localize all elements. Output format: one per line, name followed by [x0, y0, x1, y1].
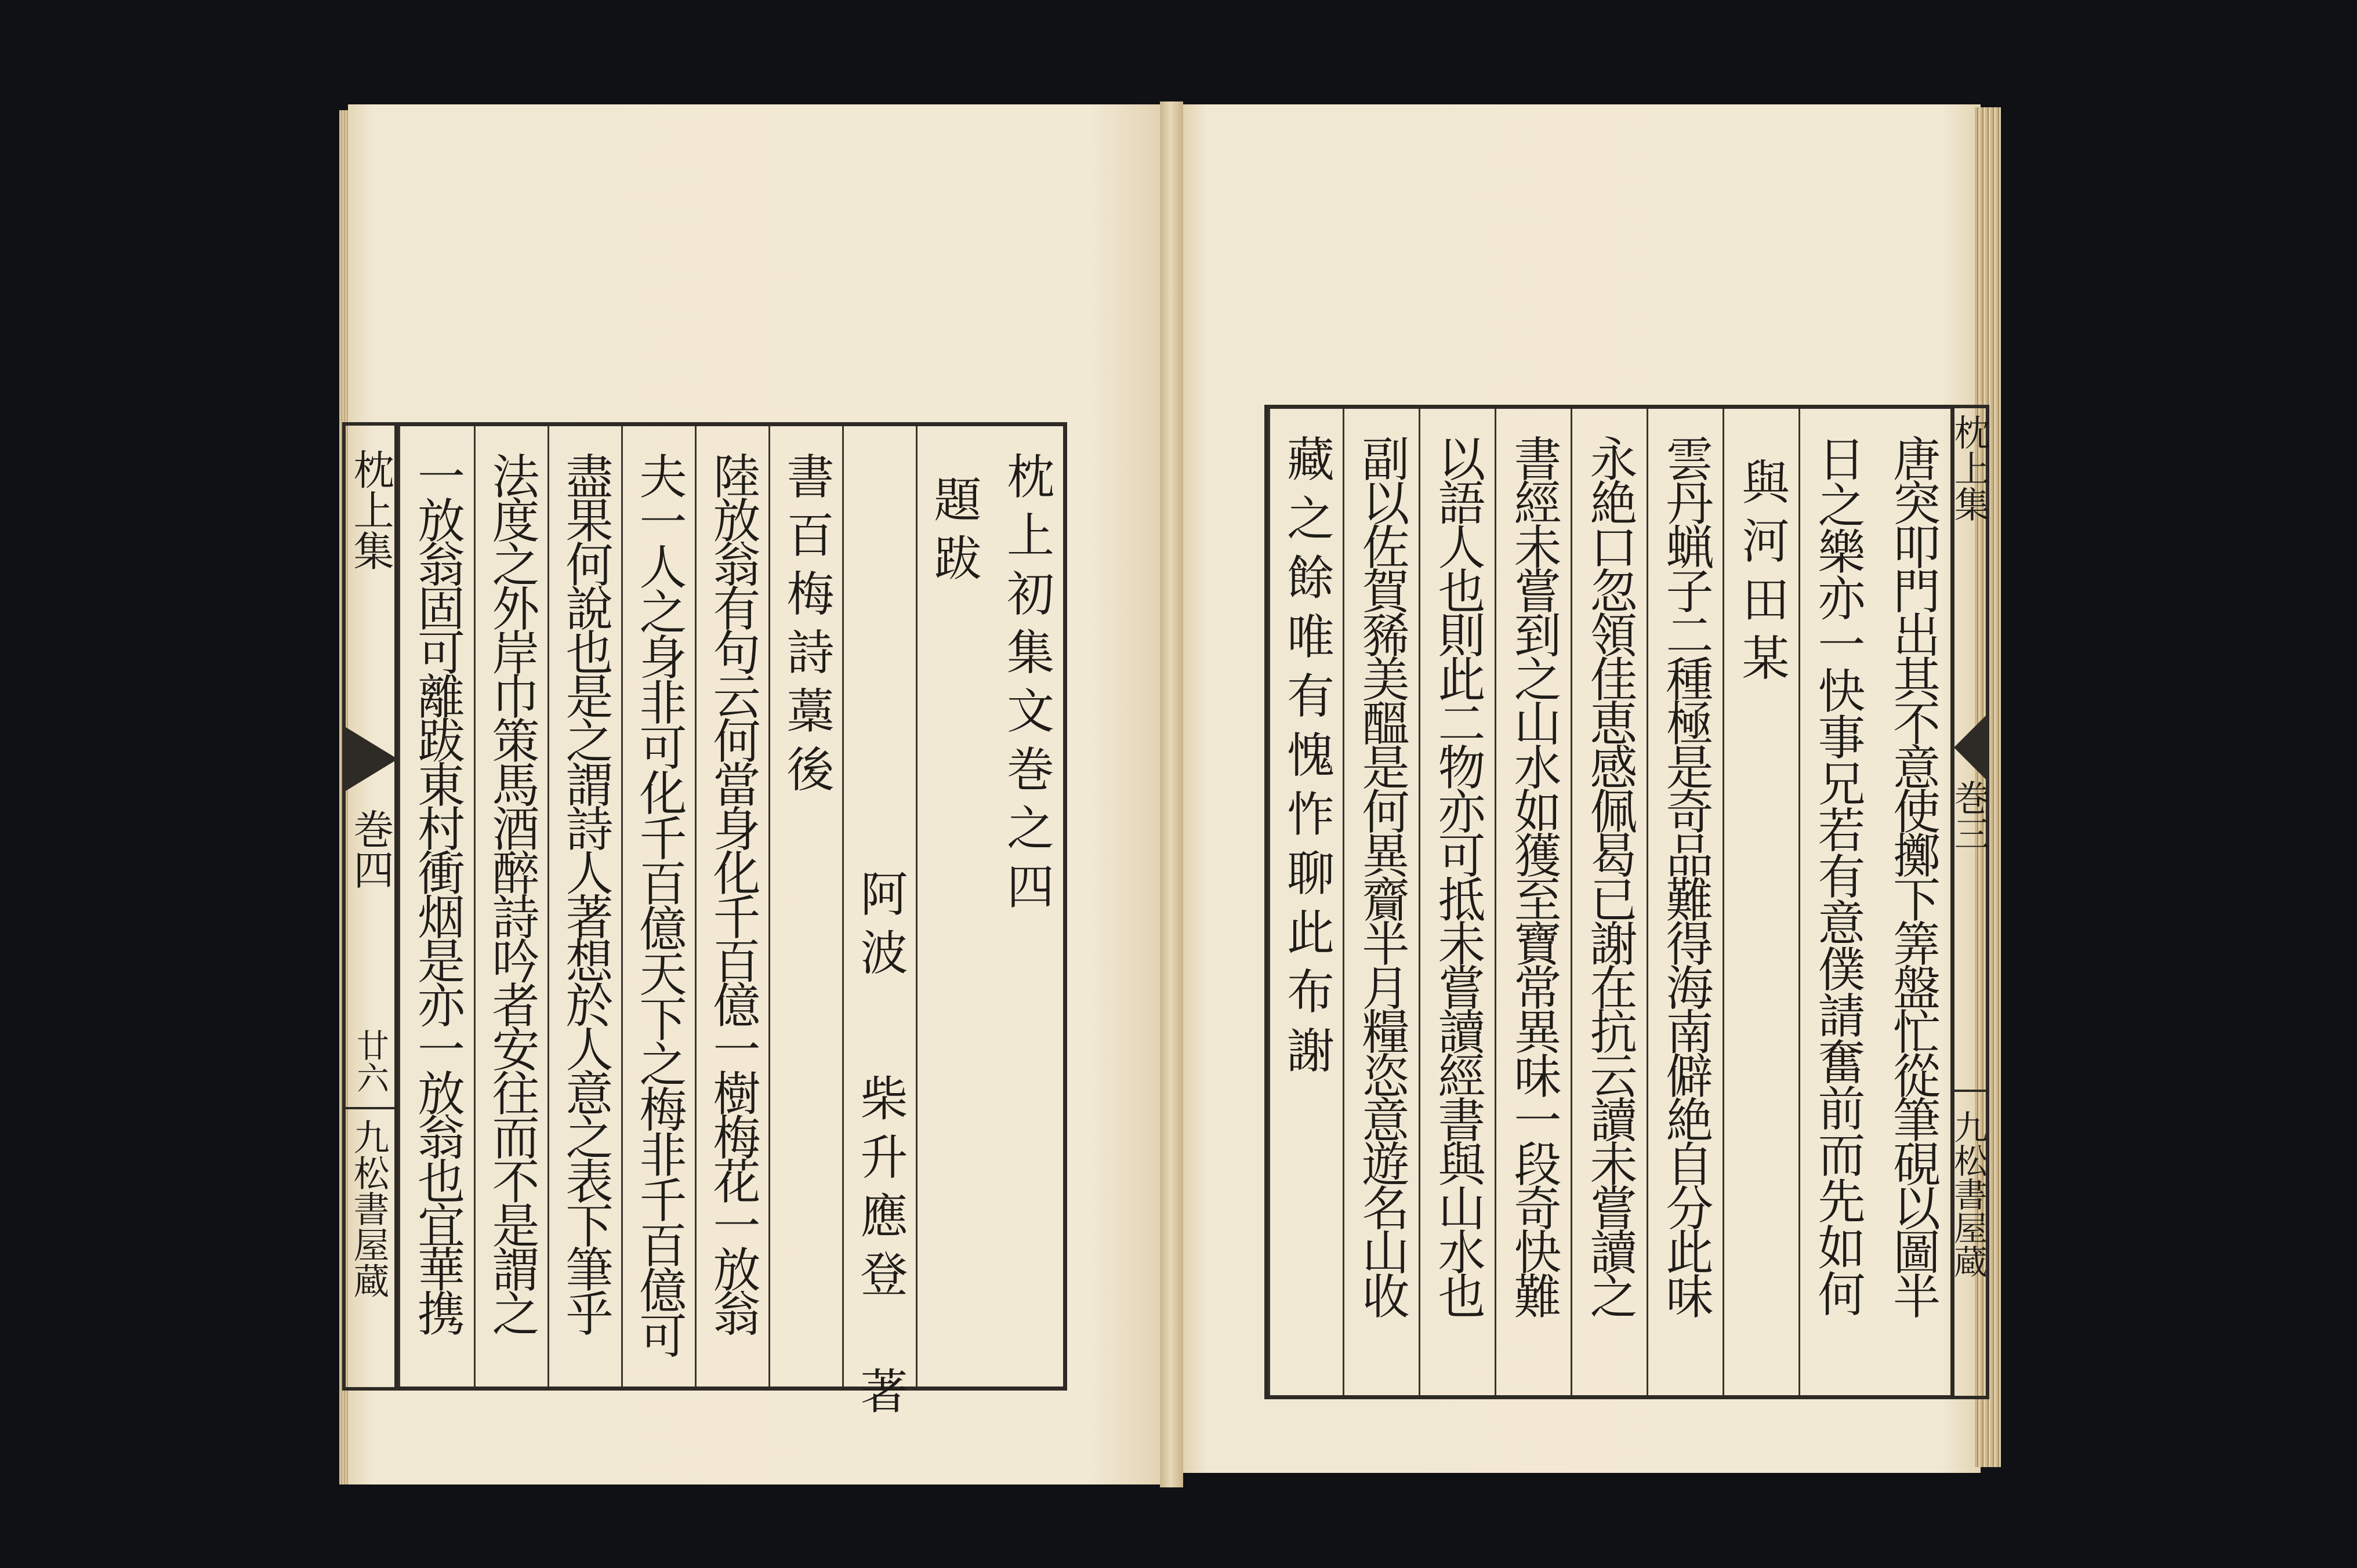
fold-divider — [346, 1107, 398, 1109]
column — [768, 426, 842, 1386]
body-text: 一放翁固可離跋東村衝烟是亦一放翁也宜華携 — [409, 452, 465, 1333]
body-text: 日之樂亦一快事兄若有意僕請奮前而先如何 — [1810, 434, 1865, 1316]
column — [1343, 409, 1419, 1395]
body-text: 永絶口忽領佳恵感佩曷已謝在抗云讀未嘗讀之 — [1582, 434, 1637, 1316]
column — [474, 426, 547, 1386]
body-text: 陸放翁有句云何當身化千百億一樹梅花一放翁 — [705, 452, 760, 1333]
fold-publisher: 九松書屋蔵 — [1948, 1110, 1988, 1278]
fold-title: 枕上集 — [1948, 414, 1990, 522]
body-text: 以語人也則此二物亦可抵未嘗讀經書與山水也 — [1430, 434, 1485, 1316]
column — [398, 426, 474, 1386]
author-name: 柴升應登 著 — [853, 1073, 908, 1425]
fold-publisher: 九松書屋蔵 — [347, 1119, 390, 1298]
gutter — [1160, 101, 1183, 1487]
column — [1874, 409, 1950, 1395]
column — [621, 426, 695, 1386]
body-text: 書經未嘗到之山水如獲至寶常異味一段奇快難 — [1506, 434, 1561, 1316]
column — [1268, 409, 1343, 1395]
body-text: 盡果何說也是之謂詩人著想於人意之表下筆乎 — [558, 452, 613, 1333]
fold-volume: 巻四 — [347, 808, 394, 890]
fold-volume: 巻三 — [1948, 779, 1990, 851]
letter-title: 與河田某 — [1734, 458, 1789, 692]
essay-title: 書百梅詩藁後 — [779, 452, 834, 803]
body-text: 雲丹蝋子二種極是奇品難得海南僻絶自分此味 — [1658, 434, 1713, 1316]
column — [1647, 409, 1723, 1395]
column — [1571, 409, 1647, 1395]
right-text-frame — [1264, 405, 1955, 1399]
column — [1495, 409, 1571, 1395]
column — [842, 426, 916, 1425]
fold-title: 枕上集 — [347, 449, 394, 571]
column — [989, 426, 1063, 1386]
body-text: 夫一人之身非可化千百億天下之梅非千百億可 — [632, 452, 687, 1356]
left-text-frame — [394, 422, 1067, 1425]
left-fold-column — [342, 422, 397, 1391]
body-text: 藏之餘唯有愧怍聊此布謝 — [1279, 434, 1335, 1085]
column — [1419, 409, 1495, 1395]
author-line — [853, 452, 908, 1425]
fishtail-mark — [1954, 716, 1986, 779]
fold-leaf-number: 廿六 — [351, 1029, 389, 1094]
volume-title: 枕上初集文巻之四 — [999, 452, 1054, 920]
body-text: 法度之外岸巾策馬酒醉詩吟者安往而不是謂之 — [484, 452, 539, 1333]
column — [916, 426, 989, 1386]
author-province: 阿波 — [853, 869, 908, 986]
body-text: 唐突叩門出其不意使擲下筭盤忙從筆硯以圖半 — [1885, 434, 1941, 1316]
section-heading: 題跋 — [926, 475, 981, 592]
column — [547, 426, 621, 1386]
body-text: 副以佐賀豨美醞是何異齎半月糧恣意遊名山收 — [1354, 434, 1409, 1316]
column — [695, 426, 768, 1386]
fishtail-mark — [346, 727, 398, 791]
fold-divider — [1955, 1090, 1986, 1092]
right-fold-column — [1948, 405, 1990, 1399]
column — [1723, 409, 1798, 1395]
column — [1798, 409, 1874, 1395]
